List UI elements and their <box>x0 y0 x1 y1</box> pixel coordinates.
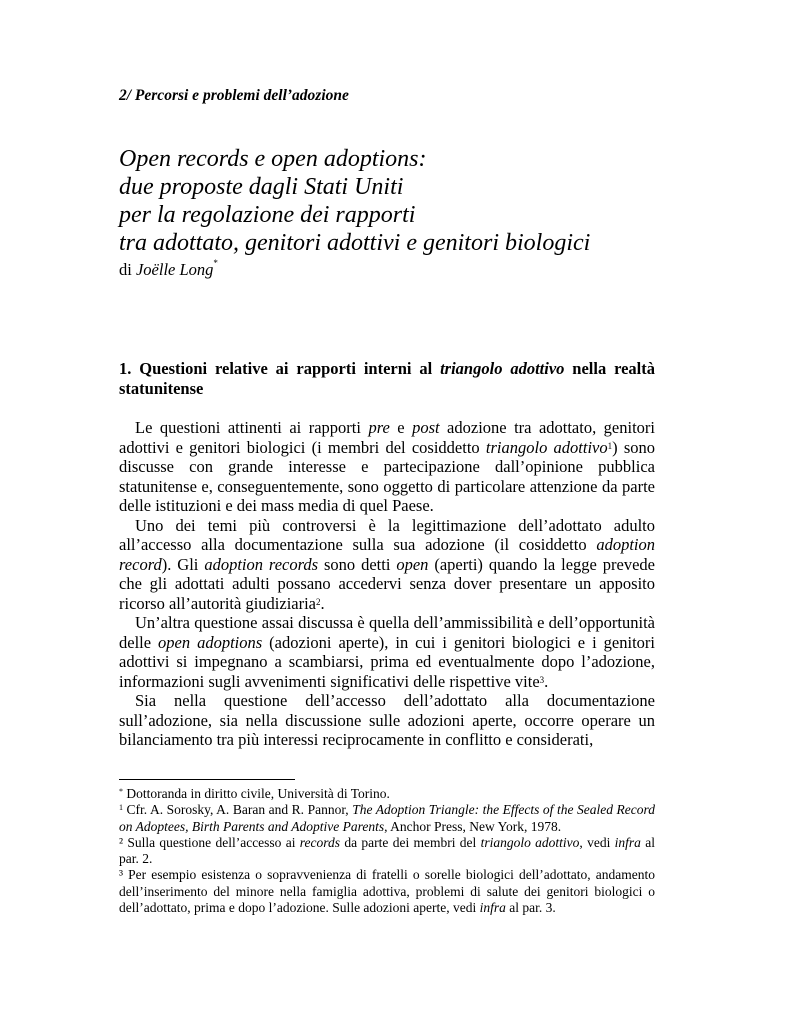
paragraph: Le questioni attinenti ai rapporti pre e post adozione tra adottato, genitori adottivi e genitori biologici (i membri del cosiddetto triangolo adottivo$^1$) sono discusse con grande interesse e partecipazione dall’opinione pubblica statunitense e, conseguentemente, sono oggetto di particolare attenzione da parte delle istituzioni e dei mass media di quel Paese. <box>119 418 656 515</box>
footnote: ² Sulla questione dell’accesso ai records da parte dei membri del triangolo adottivo, vedi infra al par. 2. <box>119 834 655 867</box>
footnote: ³ Per esempio esistenza o sopravvenienza di fratelli o sorelle biologici dell’adottato, andamento dell’inserimento del minore nella famiglia adottiva, problemi di salute dei genitori biologici o dell’adottato, prima e dopo l’adozione. Sulle adozioni aperte, vedi infra al par. 3. <box>119 867 655 916</box>
paragraph: Uno dei temi più controversi è la legittimazione dell’adottato adulto all’accesso alla documentazione sulla sua adozione (il cosiddetto adoption record). Gli adoption records sono detti open (aperti) quando la legge prevede che gli adottati adulti possano accedervi senza dover presentare un apposito ricorso all’autorità giudiziaria$^2$. <box>119 515 656 613</box>
title-line: Open records e open adoptions: <box>119 146 427 172</box>
footnotes <box>119 786 655 916</box>
title-line: tra adottato, genitori adottivi e genitori biologici <box>119 230 591 256</box>
article-title <box>119 145 590 257</box>
title-line: per la regolazione dei rapporti <box>119 202 416 228</box>
byline-prefix: di <box>119 260 136 279</box>
author-footnote-mark: * <box>213 258 218 268</box>
footnote: $^1$ Cfr. A. Sorosky, A. Baran and R. Pannor, The Adoption Triangle: the Effects of the Sealed Record on Adoptees, Birth Parents and Adoptive Parents, Anchor Press, New York, 1978. <box>119 802 656 834</box>
section-heading: 1. Questioni relative ai rapporti interni al triangolo adottivo nella realtà statunitense <box>119 359 655 398</box>
byline <box>119 260 218 280</box>
body-text <box>119 418 655 750</box>
paragraph: Sia nella questione dell’accesso dell’adottato alla documentazione sull’adozione, sia nella discussione sulle adozioni aperte, occorre operare un bilanciamento tra più interessi reciprocamente in conflitto e considerati, <box>119 691 655 749</box>
footnote-ref: 2 <box>316 596 321 607</box>
title-line: due proposte dagli Stati Uniti <box>119 174 404 200</box>
author-name: Joëlle Long <box>135 260 214 279</box>
footnote: * Dottoranda in diritto civile, Università di Torino. <box>119 786 390 801</box>
footnote-divider <box>119 779 295 780</box>
footnote-ref: 1 <box>607 440 613 451</box>
footnote-ref: 3 <box>539 674 545 685</box>
paragraph: Un’altra questione assai discussa è quella dell’ammissibilità e dell’opportunità delle open adoptions (adozioni aperte), in cui i genitori biologici e i genitori adottivi si impegnano a scambiarsi, prima ed eventualmente dopo l’adozione, informazioni sugli avvenimenti significativi delle rispettive vite$^3$. <box>119 613 655 691</box>
section-header: 2/ Percorsi e problemi dell’adozione <box>119 87 349 104</box>
